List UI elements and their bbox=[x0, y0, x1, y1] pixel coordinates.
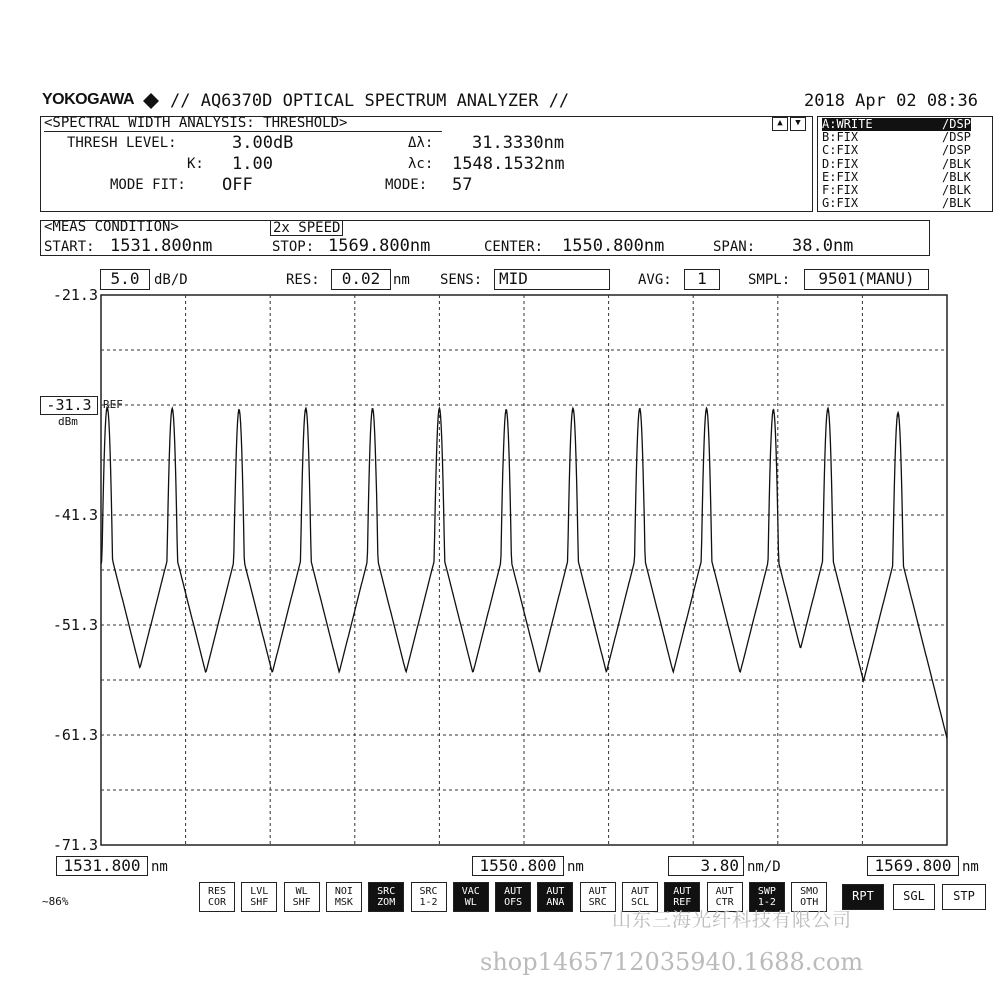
trace-mode[interactable]: /BLK bbox=[942, 156, 971, 171]
trace-label[interactable]: G:FIX bbox=[822, 196, 859, 211]
trace-mode[interactable]: /BLK bbox=[942, 169, 971, 184]
softkey-line2: OTH bbox=[800, 897, 819, 908]
watermark-company: 山东三海光纤科技有限公司 bbox=[612, 909, 853, 931]
trace-label[interactable]: F:FIX bbox=[822, 183, 859, 197]
softkey-line2: 1-2 bbox=[757, 897, 776, 908]
softkey-line2: SHF bbox=[292, 897, 311, 908]
start-label: START: bbox=[44, 239, 95, 255]
softkey-line1: AUT bbox=[504, 886, 523, 897]
softkey-line1: AUT bbox=[546, 886, 565, 897]
scale-box[interactable]: 5.0 bbox=[100, 269, 150, 290]
start-value: 1531.800nm bbox=[110, 236, 213, 256]
sens-box[interactable]: MID bbox=[494, 269, 610, 290]
softkey-line1: SMO bbox=[800, 886, 819, 897]
softkey-line2: ZOM bbox=[377, 897, 396, 908]
y-tick-label: -51.3 bbox=[52, 616, 98, 634]
center-label: CENTER: bbox=[484, 239, 544, 255]
trace-mode[interactable]: /DSP bbox=[942, 143, 971, 158]
y-unit-label: dBm bbox=[58, 415, 78, 428]
stop-label: STOP: bbox=[272, 239, 315, 255]
softkey-line2: 1-2 bbox=[419, 897, 438, 908]
y-tick-label: -21.3 bbox=[52, 286, 98, 304]
k-label: K: bbox=[187, 156, 204, 172]
trace-mode[interactable]: /BLK bbox=[942, 196, 971, 211]
sens-label: SENS: bbox=[440, 272, 483, 288]
smpl-box[interactable]: 9501(MANU) bbox=[804, 269, 929, 290]
trace-mode[interactable]: /DSP bbox=[942, 130, 971, 145]
y-tick-label: -41.3 bbox=[52, 506, 98, 524]
memory-indicator: ~86% bbox=[42, 895, 69, 908]
trace-label[interactable]: E:FIX bbox=[822, 169, 859, 184]
softkey-line2: COR bbox=[207, 897, 227, 908]
softkey-button[interactable] bbox=[411, 882, 447, 912]
x-unit: nm bbox=[567, 859, 584, 875]
softkey-button[interactable] bbox=[453, 882, 489, 912]
rpt-button[interactable]: RPT bbox=[842, 884, 884, 910]
x-unit: nm bbox=[962, 859, 979, 875]
softkey-button[interactable] bbox=[580, 882, 616, 912]
res-box[interactable]: 0.02 bbox=[331, 269, 391, 290]
delta-lambda-value: 31.3330nm bbox=[472, 133, 565, 153]
res-label: RES: bbox=[286, 272, 320, 288]
trace-label[interactable]: A:WRITE bbox=[822, 118, 942, 131]
softkey-line1: AUT bbox=[588, 886, 607, 897]
softkey-line2: WL bbox=[464, 897, 477, 908]
softkey-line2: CTR bbox=[715, 897, 734, 908]
avg-box[interactable]: 1 bbox=[684, 269, 720, 290]
lambda-c-label: λc: bbox=[408, 156, 434, 172]
softkey-line2: ANA bbox=[546, 897, 565, 908]
y-tick-label: -71.3 bbox=[52, 836, 98, 854]
softkey-line1: LVL bbox=[250, 886, 269, 897]
sgl-button[interactable]: SGL bbox=[893, 884, 935, 910]
stp-button[interactable]: STP bbox=[942, 884, 986, 910]
softkey-line1: WL bbox=[295, 886, 308, 897]
softkey-button[interactable] bbox=[199, 882, 235, 912]
analysis-title: <SPECTRAL WIDTH ANALYSIS: THRESHOLD> bbox=[44, 115, 348, 131]
modefit-label: MODE FIT: bbox=[110, 177, 186, 193]
ref-marker-label: REF bbox=[103, 398, 123, 411]
avg-label: AVG: bbox=[638, 272, 672, 288]
x-unit: nm bbox=[151, 859, 168, 875]
trace-label[interactable]: D:FIX bbox=[822, 156, 859, 171]
mode-value: 57 bbox=[452, 175, 473, 195]
modefit-value: OFF bbox=[222, 175, 253, 195]
trace-mode[interactable]: /DSP bbox=[942, 117, 971, 131]
lambda-c-value: 1548.1532nm bbox=[452, 154, 565, 174]
smpl-label: SMPL: bbox=[748, 272, 791, 288]
k-value: 1.00 bbox=[232, 154, 273, 174]
x-per-div-unit: nm/D bbox=[747, 859, 781, 875]
softkey-line2: SCL bbox=[630, 897, 650, 908]
x-per-div-box[interactable]: 3.80 bbox=[668, 856, 744, 876]
brand-name: YOKOGAWA bbox=[42, 91, 135, 108]
softkey-line1: AUT bbox=[715, 886, 734, 897]
softkey-button[interactable] bbox=[241, 882, 277, 912]
thresh-label: THRESH LEVEL: bbox=[67, 135, 177, 151]
ref-level-box[interactable]: -31.3 bbox=[40, 396, 98, 415]
softkey-button[interactable] bbox=[495, 882, 531, 912]
mode-label: MODE: bbox=[385, 177, 428, 193]
x-start-box[interactable]: 1531.800 bbox=[56, 856, 148, 876]
softkey-line1: SRC bbox=[419, 886, 438, 897]
meas-title: <MEAS CONDITION> bbox=[44, 219, 179, 235]
span-value: 38.0nm bbox=[792, 236, 854, 256]
y-tick-label: -61.3 bbox=[52, 726, 98, 744]
softkey-button[interactable] bbox=[537, 882, 573, 912]
trace-label[interactable]: C:FIX bbox=[822, 143, 859, 158]
softkey-line1: AUT bbox=[630, 886, 650, 897]
softkey-line2: SRC bbox=[588, 897, 607, 908]
softkey-line2: SHF bbox=[250, 897, 269, 908]
softkey-button[interactable] bbox=[326, 882, 362, 912]
span-label: SPAN: bbox=[713, 239, 756, 255]
softkey-line2: REF bbox=[673, 897, 692, 908]
trace-label[interactable]: B:FIX bbox=[822, 130, 859, 145]
softkey-line1: VAC bbox=[461, 886, 480, 897]
stop-value: 1569.800nm bbox=[328, 236, 431, 256]
scale-unit: dB/D bbox=[154, 272, 188, 288]
res-unit: nm bbox=[393, 272, 410, 288]
delta-lambda-label: Δλ: bbox=[408, 135, 434, 151]
datetime: 2018 Apr 02 08:36 bbox=[804, 91, 978, 111]
triangle-up-icon[interactable]: ▲ bbox=[772, 117, 788, 131]
softkey-button[interactable] bbox=[284, 882, 320, 912]
trace-mode[interactable]: /BLK bbox=[942, 183, 971, 197]
softkey-line2: MSK bbox=[334, 897, 353, 908]
softkey-line1: RES bbox=[207, 886, 227, 897]
softkey-button[interactable] bbox=[368, 882, 404, 912]
watermark-shop: shop1465712035940.1688.com bbox=[480, 948, 864, 976]
softkey-line1: SRC bbox=[377, 886, 396, 897]
center-value: 1550.800nm bbox=[562, 236, 665, 256]
softkey-line2: OFS bbox=[504, 897, 523, 908]
thresh-value: 3.00dB bbox=[232, 133, 294, 153]
model-title: // AQ6370D OPTICAL SPECTRUM ANALYZER // bbox=[170, 91, 570, 111]
x-stop-box[interactable]: 1569.800 bbox=[867, 856, 959, 876]
triangle-down-icon[interactable]: ▼ bbox=[790, 117, 806, 131]
softkey-line1: AUT bbox=[673, 886, 692, 897]
speed-badge: 2x SPEED bbox=[270, 220, 343, 236]
softkey-line1: SWP bbox=[757, 886, 776, 897]
x-center-box[interactable]: 1550.800 bbox=[472, 856, 564, 876]
softkey-line1: NOI bbox=[334, 886, 353, 897]
